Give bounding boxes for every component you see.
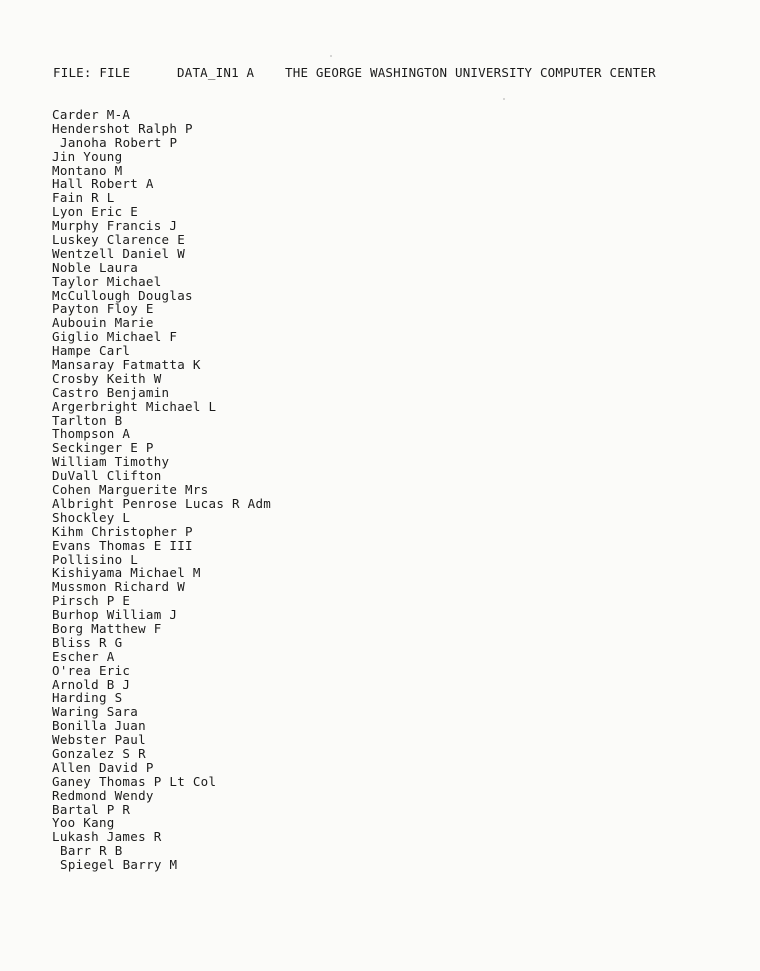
list-item: Allen David P xyxy=(52,759,154,775)
list-item: Seckinger E P xyxy=(52,440,154,456)
list-item: Evans Thomas E III xyxy=(52,537,193,553)
list-item: Lyon Eric E xyxy=(52,204,139,220)
list-item: DuVall Clifton xyxy=(52,468,162,484)
list-item: Carder M-A xyxy=(52,107,131,122)
list-item: Kishiyama Michael M xyxy=(52,565,201,581)
list-item: Montano M xyxy=(52,162,123,178)
paper-speck xyxy=(503,98,505,100)
name-list xyxy=(52,108,271,872)
list-item: McCullough Douglas xyxy=(52,287,193,303)
list-item: Bonilla Juan xyxy=(52,718,146,734)
list-item: Hampe Carl xyxy=(52,343,131,359)
list-item: Hendershot Ralph P xyxy=(52,120,193,136)
file-label: FILE: FILE xyxy=(53,65,131,80)
paper-speck xyxy=(330,55,332,57)
institution-label: THE GEORGE WASHINGTON UNIVERSITY COMPUTER CENTER xyxy=(285,65,656,80)
list-item: Luskey Clarence E xyxy=(52,232,186,248)
list-item: Spiegel Barry M xyxy=(60,857,178,873)
list-item: Pirsch P E xyxy=(52,593,131,609)
list-item: Bliss R G xyxy=(52,634,123,650)
list-item: Murphy Francis J xyxy=(52,218,178,234)
list-item: Cohen Marguerite Mrs xyxy=(52,482,209,498)
list-item: Fain R L xyxy=(52,190,115,206)
list-item: Albright Penrose Lucas R Adm xyxy=(52,495,272,511)
list-item: Burhop William J xyxy=(52,607,178,623)
list-item: Gonzalez S R xyxy=(52,745,146,761)
list-item: Argerbright Michael L xyxy=(52,398,217,414)
list-item: Arnold B J xyxy=(52,676,131,692)
list-item: William Timothy xyxy=(52,454,170,470)
list-item: Pollisino L xyxy=(52,551,139,567)
list-item: Borg Matthew F xyxy=(52,620,162,636)
list-item: Mansaray Fatmatta K xyxy=(52,357,201,373)
list-item: Crosby Keith W xyxy=(52,370,162,386)
list-item: Waring Sara xyxy=(52,704,139,720)
list-item: Thompson A xyxy=(52,426,131,442)
list-item: Castro Benjamin xyxy=(52,384,170,400)
dataset-label: DATA_IN1 A xyxy=(177,65,255,80)
list-item: Shockley L xyxy=(52,509,131,525)
list-item: Jin Young xyxy=(52,148,123,164)
list-item: Payton Floy E xyxy=(52,301,154,317)
list-item: Ganey Thomas P Lt Col xyxy=(52,773,217,789)
list-item: Wentzell Daniel W xyxy=(52,245,186,261)
list-item: Harding S xyxy=(52,690,123,706)
list-item: Lukash James R xyxy=(52,829,162,845)
list-item: Giglio Michael F xyxy=(52,329,178,345)
list-item: Barr R B xyxy=(60,843,123,859)
list-item: Janoha Robert P xyxy=(60,134,178,150)
list-item: Mussmon Richard W xyxy=(52,579,186,595)
list-item: Hall Robert A xyxy=(52,176,154,192)
list-item: Noble Laura xyxy=(52,259,139,275)
list-item: Webster Paul xyxy=(52,732,146,748)
list-item: Yoo Kang xyxy=(52,815,115,831)
list-item: Bartal P R xyxy=(52,801,131,817)
list-item: Tarlton B xyxy=(52,412,123,428)
list-item: Kihm Christopher P xyxy=(52,523,193,539)
list-item: Aubouin Marie xyxy=(52,315,154,331)
list-item: O'rea Eric xyxy=(52,662,131,678)
list-item: Taylor Michael xyxy=(52,273,162,289)
list-item: Escher A xyxy=(52,648,115,664)
list-item: Redmond Wendy xyxy=(52,787,154,803)
file-header xyxy=(53,66,656,80)
